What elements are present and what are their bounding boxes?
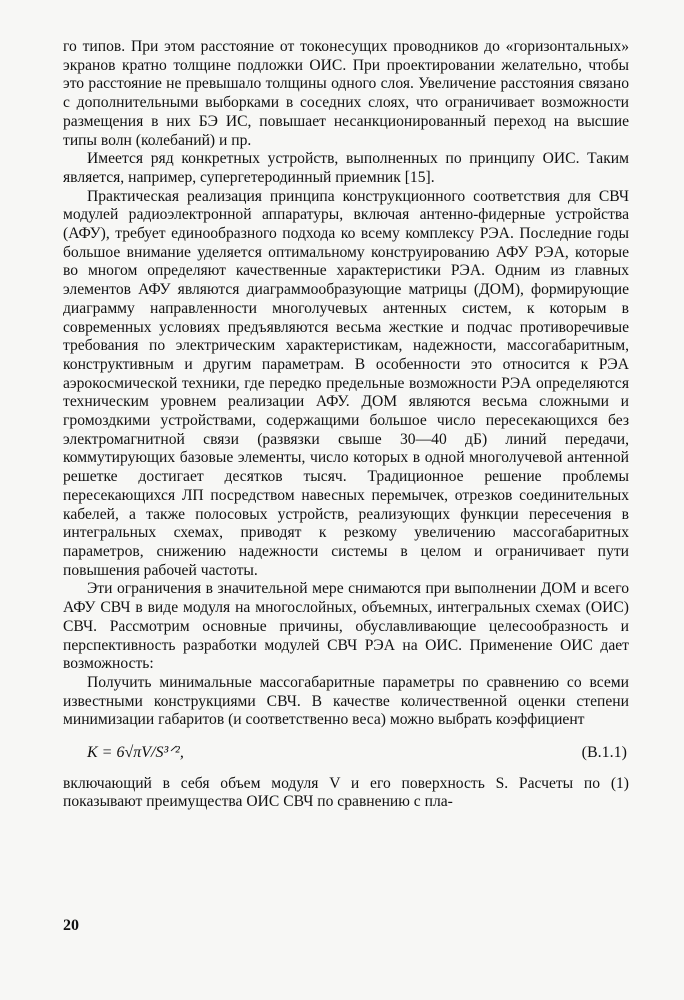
- formula-expression: K = 6√πV/S³ᐟ²,: [87, 744, 184, 762]
- paragraph: Получить минимальные массогабаритные параметры по сравнению со всеми известными конструкциями СВЧ. В качестве количественной оценки степени минимизации габаритов (и соответственно веса) можно выбрать коэффициент: [63, 673, 629, 729]
- page-number: 20: [63, 917, 79, 934]
- formula-number: (В.1.1): [581, 744, 627, 762]
- paragraph: Имеется ряд конкретных устройств, выполненных по принципу ОИС. Таким является, например, супергетеродинный приемник [15].: [63, 150, 629, 186]
- body-text: [63, 38, 629, 812]
- formula-block: [63, 744, 629, 763]
- paragraph: Практическая реализация принципа конструкционного соответствия для СВЧ модулей радиоэлектронной аппаратуры, включая антенно-фидерные устройства (АФУ), требует единообразного подхода ко всему комплексу РЭА. Последние годы большое внимание уделяется оптимальному конструированию АФУ РЭА, которые во многом определяют качественные характеристики РЭА. Одним из главных элементов АФУ являются диаграммообразующие матрицы (ДОМ), формирующие диаграмму направленности многолучевых антенных систем, к которым в современных условиях предъявляются весьма жесткие и подчас противоречивые требования по электрическим характеристикам, надежности, массогабаритным, конструктивным и другим параметрам. В особенности это относится к РЭА аэрокосмической техники, где передко предельные возможности РЭА определяются техническим уровнем реализации АФУ. ДОМ являются весьма сложными и громоздкими устройствами, содержащими большое число пересекающихся без электромагнитной связи (развязки свыше 30—40 дБ) линий передачи, коммутирующих базовые элементы, число которых в одной многолучевой антенной решетке достигает десятков тысяч. Традиционное решение проблемы пересекающихся ЛП посредством навесных перемычек, отрезков соединительных кабелей, а также полосовых устройств, реализующих функции пересечения в интегральных схемах, приводят к резкому увеличению массогабаритных параметров, снижению надежности системы в целом и ограничивает пути повышения рабочей частоты.: [63, 187, 629, 579]
- paragraph: Эти ограничения в значительной мере снимаются при выполнении ДОМ и всего АФУ СВЧ в виде модуля на многослойных, объемных, интегральных схемах (ОИС) СВЧ. Рассмотрим основные причины, обуславливающие целесообразность и перспективность разработки модулей СВЧ РЭА на ОИС. Применение ОИС дает возможность:: [63, 580, 629, 673]
- paragraph: включающий в себя объем модуля V и его поверхность S. Расчеты по (1) показывают преимущества ОИС СВЧ по сравнению с пла-: [63, 774, 629, 811]
- paragraph: го типов. При этом расстояние от токонесущих проводников до «горизонтальных» экранов кратно толщине подложки ОИС. При проектировании желательно, чтобы это расстояние не превышало толщины одного слоя. Увеличение расстояния связано с дополнительными выборками в соседних слоях, что ограничивает возможности размещения в них БЭ ИС, повышает несанкционированный переход на высшие типы волн (колебаний) и пр.: [63, 38, 629, 149]
